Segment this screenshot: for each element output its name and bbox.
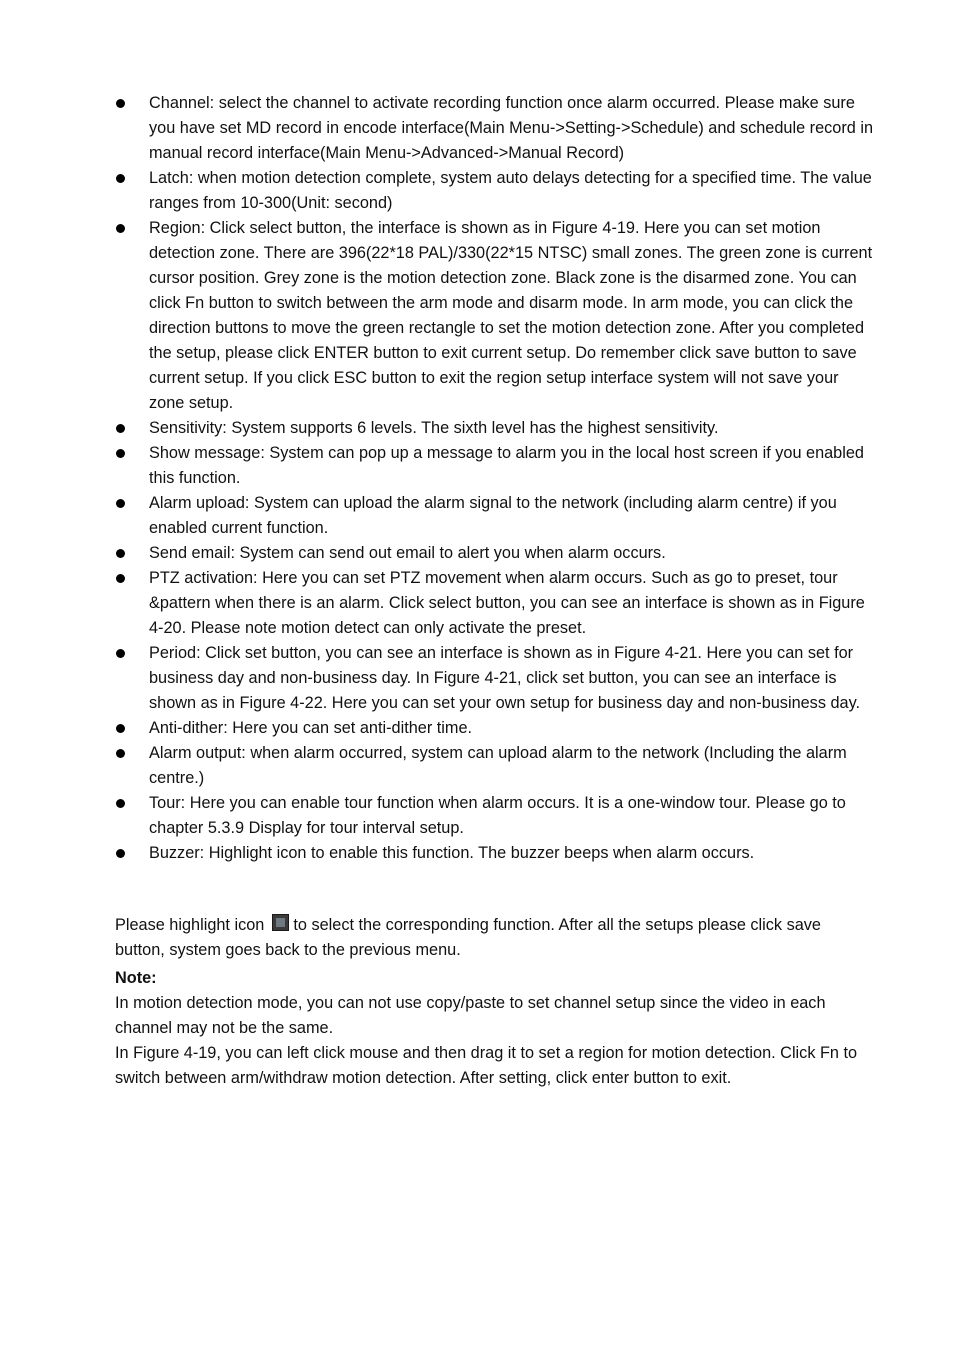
bullet-anti-dither bbox=[0, 716, 874, 741]
bullet-dot-icon bbox=[116, 549, 125, 558]
note-paragraph-2 bbox=[115, 1041, 875, 1091]
bullet-sensitivity bbox=[0, 416, 874, 441]
bullet-text: Anti-dither: Here you can set anti-dither time. bbox=[149, 719, 473, 737]
bullet-ptz-activation bbox=[0, 566, 874, 641]
bullet-text: Tour: Here you can enable tour function when alarm occurs. It is a one-window tour. Please go to chapter 5.3.9 Display for tour interval setup. bbox=[149, 794, 846, 837]
checkbox-icon bbox=[272, 914, 289, 931]
note-heading bbox=[115, 966, 875, 991]
highlight-instruction-paragraph bbox=[115, 913, 875, 963]
bullet-alarm-upload bbox=[0, 491, 874, 541]
bullet-dot-icon bbox=[116, 424, 125, 433]
bullet-dot-icon bbox=[116, 574, 125, 583]
bullet-dot-icon bbox=[116, 799, 125, 808]
bullet-dot-icon bbox=[116, 724, 125, 733]
feature-bullet-list bbox=[0, 91, 954, 866]
highlight-text-after: to select the corresponding function. After all the setups please click save button, system goes back to the previous menu. bbox=[115, 916, 821, 959]
bullet-dot-icon bbox=[116, 499, 125, 508]
bullet-dot-icon bbox=[116, 849, 125, 858]
bullet-channel bbox=[0, 91, 874, 166]
note-title: Note: bbox=[115, 969, 157, 987]
bullet-text: Period: Click set button, you can see an interface is shown as in Figure 4-21. Here you can set for business day and non-business day. In Figure 4-21, click set button, you can see an interface is shown as in Figure 4-22. Here you can set your own setup for business day and non-business day. bbox=[149, 644, 861, 712]
bullet-send-email bbox=[0, 541, 874, 566]
bullet-text: Send email: System can send out email to alert you when alarm occurs. bbox=[149, 544, 666, 562]
bullet-text: PTZ activation: Here you can set PTZ movement when alarm occurs. Such as go to preset, tour &pattern when there is an alarm. Click select button, you can see an interface is shown as in Figure 4-20. Please note motion detect can only activate the preset. bbox=[149, 569, 865, 637]
bullet-dot-icon bbox=[116, 224, 125, 233]
bullet-text: Buzzer: Highlight icon to enable this function. The buzzer beeps when alarm occurs. bbox=[149, 844, 755, 862]
bullet-show-message bbox=[0, 441, 874, 491]
bullet-text: Show message: System can pop up a message to alarm you in the local host screen if you enabled this function. bbox=[149, 444, 864, 487]
bullet-region bbox=[0, 216, 874, 416]
bullet-dot-icon bbox=[116, 99, 125, 108]
bullet-period bbox=[0, 641, 874, 716]
highlight-text-before: Please highlight icon bbox=[115, 916, 265, 934]
bullet-dot-icon bbox=[116, 174, 125, 183]
bullet-text: Alarm output: when alarm occurred, system can upload alarm to the network (Including the alarm centre.) bbox=[149, 744, 847, 787]
bullet-buzzer bbox=[0, 841, 874, 866]
note-line-1: In motion detection mode, you can not use copy/paste to set channel setup since the video in each channel may not be the same. bbox=[115, 994, 826, 1037]
bullet-text: Alarm upload: System can upload the alarm signal to the network (including alarm centre) if you enabled current function. bbox=[149, 494, 837, 537]
bullet-text: Latch: when motion detection complete, system auto delays detecting for a specified time. The value ranges from 10-300(Unit: second) bbox=[149, 169, 872, 212]
bullet-dot-icon bbox=[116, 649, 125, 658]
bullet-text: Channel: select the channel to activate recording function once alarm occurred. Please make sure you have set MD record in encode interface(Main Menu->Setting->Schedule) and schedule record in manual record interface(Main Menu->Advanced->Manual Record) bbox=[149, 94, 874, 162]
bullet-text: Region: Click select button, the interface is shown as in Figure 4-19. Here you can set motion detection zone. There are 396(22*18 PAL)/330(22*15 NTSC) small zones. The green zone is current cursor position. Grey zone is the motion detection zone. Black zone is the disarmed zone. You can click Fn button to switch between the arm mode and disarm mode. In arm mode, you can click the direction buttons to move the green rectangle to set the motion detection zone. After you completed the setup, please click ENTER button to exit current setup. Do remember click save button to save current setup. If you click ESC button to exit the region setup interface system will not save your zone setup. bbox=[149, 219, 873, 412]
bullet-alarm-output bbox=[0, 741, 874, 791]
bullet-latch bbox=[0, 166, 874, 216]
bullet-tour bbox=[0, 791, 874, 841]
bullet-text: Sensitivity: System supports 6 levels. The sixth level has the highest sensitivity. bbox=[149, 419, 719, 437]
note-line-2: In Figure 4-19, you can left click mouse and then drag it to set a region for motion detection. Click Fn to switch between arm/withdraw motion detection. After setting, click enter button to exit. bbox=[115, 1044, 858, 1087]
bullet-dot-icon bbox=[116, 449, 125, 458]
note-paragraph-1 bbox=[115, 991, 875, 1041]
bullet-dot-icon bbox=[116, 749, 125, 758]
